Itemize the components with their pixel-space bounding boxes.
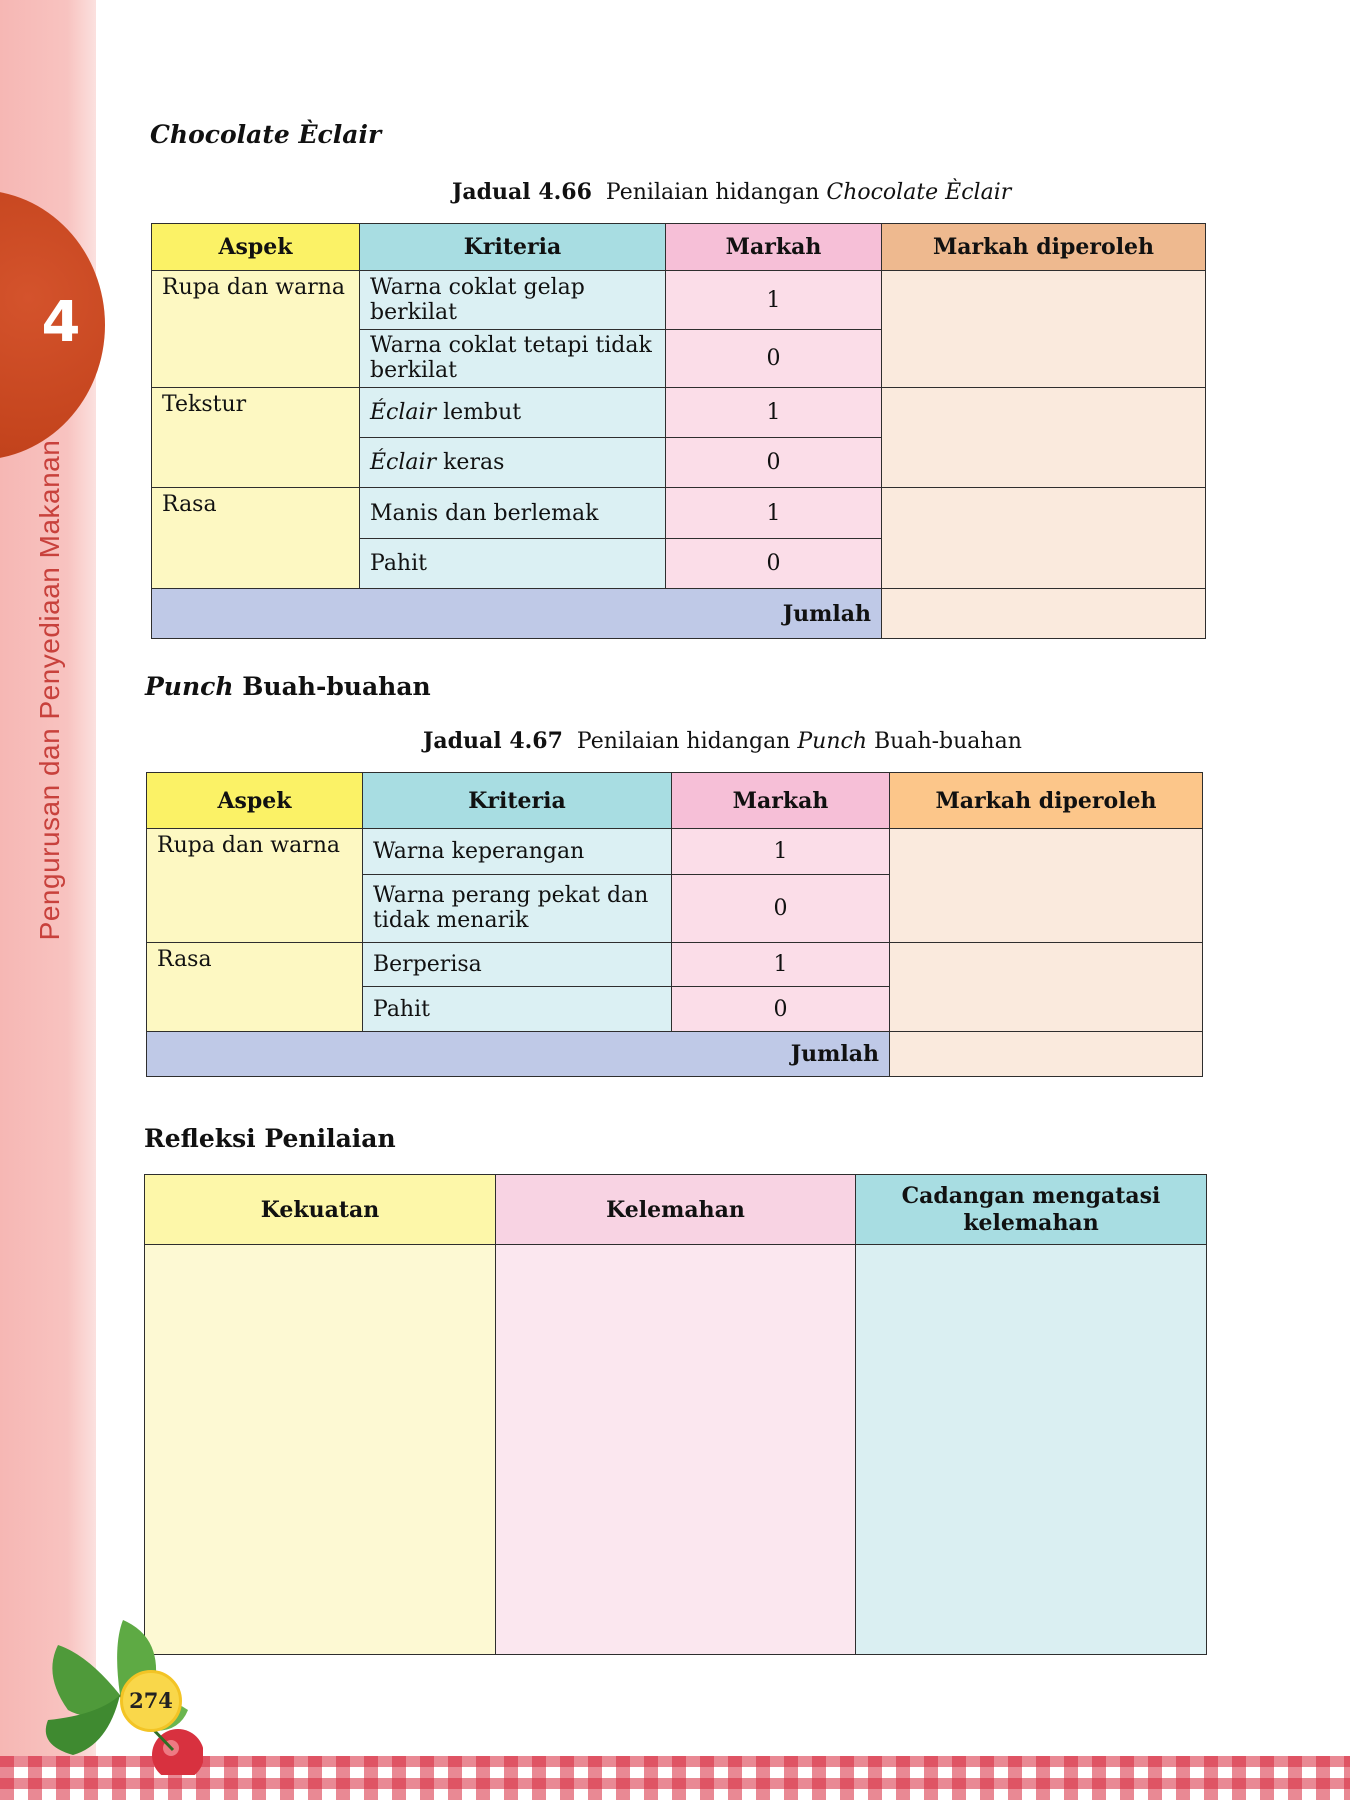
mark-cell: 1 bbox=[666, 488, 882, 539]
aspect-cell: Rupa dan warna bbox=[147, 829, 363, 943]
section-title-eclair: Chocolate Èclair bbox=[150, 120, 382, 149]
header-kekuatan: Kekuatan bbox=[145, 1175, 496, 1245]
table-caption-4-67 bbox=[423, 728, 1022, 754]
header-markah-diperoleh: Markah diperoleh bbox=[882, 224, 1206, 271]
caption-italic: Punch bbox=[797, 729, 867, 754]
criteria-cell: Pahit bbox=[360, 539, 666, 589]
caption-label: Jadual 4.66 bbox=[452, 179, 592, 205]
criteria-cell: Manis dan berlemak bbox=[360, 488, 666, 539]
mark-cell: 0 bbox=[666, 539, 882, 589]
chapter-number: 4 bbox=[41, 290, 81, 355]
aspect-cell: Rasa bbox=[152, 488, 360, 589]
total-label: Jumlah bbox=[147, 1032, 890, 1077]
criteria-cell: Warna coklat gelap berkilat bbox=[360, 271, 666, 330]
assessment-table-eclair bbox=[151, 223, 1206, 639]
header-markah-diperoleh: Markah diperoleh bbox=[890, 773, 1203, 829]
table-caption-4-66 bbox=[452, 179, 1011, 205]
score-entry-cell[interactable] bbox=[890, 829, 1203, 943]
assessment-table-punch bbox=[146, 772, 1203, 1077]
criteria-cell: Éclair lembut bbox=[360, 388, 666, 438]
page-number: 274 bbox=[120, 1670, 182, 1732]
section-title-punch: Punch Buah-buahan bbox=[145, 672, 431, 701]
header-markah: Markah bbox=[666, 224, 882, 271]
score-entry-cell[interactable] bbox=[890, 943, 1203, 1032]
aspect-cell: Rupa dan warna bbox=[152, 271, 360, 388]
total-label: Jumlah bbox=[152, 589, 882, 639]
mark-cell: 0 bbox=[666, 438, 882, 488]
caption-text: Penilaian hidangan bbox=[605, 180, 820, 205]
header-cadangan: Cadangan mengatasi kelemahan bbox=[856, 1175, 1207, 1245]
criteria-cell: Warna coklat tetapi tidak berkilat bbox=[360, 330, 666, 388]
criteria-cell: Berperisa bbox=[363, 943, 672, 987]
header-kelemahan: Kelemahan bbox=[496, 1175, 856, 1245]
criteria-cell: Warna perang pekat dan tidak menarik bbox=[363, 875, 672, 943]
mark-cell: 0 bbox=[666, 330, 882, 388]
mark-cell: 1 bbox=[666, 388, 882, 438]
reflection-title: Refleksi Penilaian bbox=[144, 1124, 396, 1153]
cadangan-entry-cell[interactable] bbox=[856, 1245, 1207, 1655]
criteria-cell: Warna keperangan bbox=[363, 829, 672, 875]
header-kriteria: Kriteria bbox=[363, 773, 672, 829]
kekuatan-entry-cell[interactable] bbox=[145, 1245, 496, 1655]
caption-text: Penilaian hidangan bbox=[576, 729, 791, 754]
mark-cell: 1 bbox=[672, 943, 890, 987]
score-entry-cell[interactable] bbox=[882, 388, 1206, 488]
aspect-cell: Rasa bbox=[147, 943, 363, 1032]
header-markah: Markah bbox=[672, 773, 890, 829]
header-kriteria: Kriteria bbox=[360, 224, 666, 271]
aspect-cell: Tekstur bbox=[152, 388, 360, 488]
header-aspek: Aspek bbox=[152, 224, 360, 271]
criteria-cell: Éclair keras bbox=[360, 438, 666, 488]
mark-cell: 1 bbox=[672, 829, 890, 875]
total-entry-cell[interactable] bbox=[882, 589, 1206, 639]
score-entry-cell[interactable] bbox=[882, 488, 1206, 589]
mark-cell: 0 bbox=[672, 987, 890, 1032]
criteria-cell: Pahit bbox=[363, 987, 672, 1032]
caption-label: Jadual 4.67 bbox=[423, 728, 563, 754]
score-entry-cell[interactable] bbox=[882, 271, 1206, 388]
caption-rest: Buah-buahan bbox=[867, 729, 1022, 754]
kelemahan-entry-cell[interactable] bbox=[496, 1245, 856, 1655]
total-entry-cell[interactable] bbox=[890, 1032, 1203, 1077]
reflection-table bbox=[144, 1174, 1207, 1655]
mark-cell: 0 bbox=[672, 875, 890, 943]
mark-cell: 1 bbox=[666, 271, 882, 330]
chapter-title: Pengurusan dan Penyediaan Makanan bbox=[34, 439, 65, 941]
caption-italic: Chocolate Èclair bbox=[826, 180, 1012, 205]
header-aspek: Aspek bbox=[147, 773, 363, 829]
